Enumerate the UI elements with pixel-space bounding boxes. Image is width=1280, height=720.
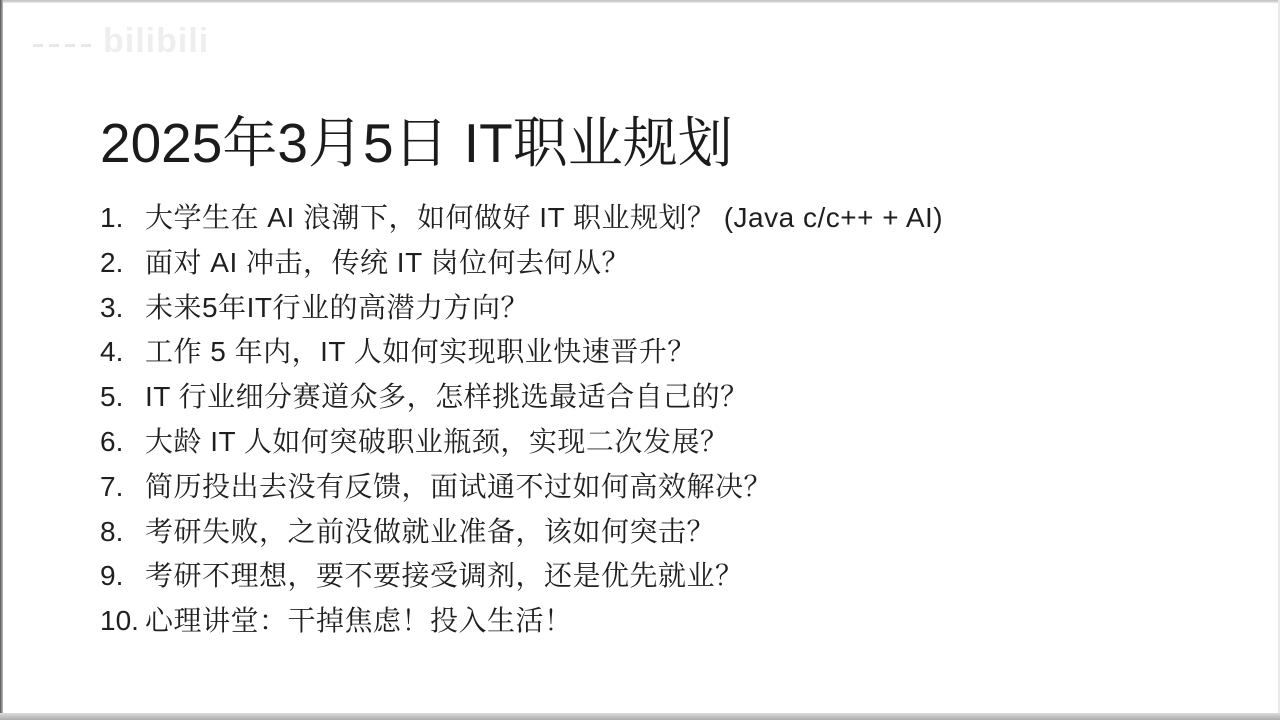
list-item: [100, 241, 1200, 286]
list-item-number: 3.: [100, 291, 124, 323]
watermark-uid-marks: [33, 44, 95, 47]
list-item-text: IT 行业细分赛道众多，怎样挑选最适合自己的？: [145, 381, 749, 413]
list-item-number: 7.: [100, 470, 124, 502]
top-edge-line: [0, 0, 1280, 3]
list-item-number: 4.: [100, 336, 124, 368]
list-item: [100, 330, 1200, 375]
list-item-text: 考研不理想，要不要接受调剂，还是优先就业？: [145, 560, 744, 592]
list-item: [100, 510, 1200, 555]
list-item-text: 大龄 IT 人如何突破职业瓶颈，实现二次发展？: [145, 425, 729, 457]
list-item: [100, 420, 1200, 465]
list-item-number: 6.: [100, 425, 124, 457]
bilibili-watermark: bilibili: [103, 22, 210, 60]
page-title: 2025年3月5日 IT职业规划: [100, 111, 733, 174]
list-item-number: 9.: [100, 560, 124, 592]
list-item: [100, 599, 1200, 644]
list-item-number: 1.: [100, 202, 124, 233]
list-item: [100, 286, 1200, 331]
list-item: [100, 196, 1200, 241]
list-item-text: 简历投出去没有反馈，面试通不过如何高效解决？: [145, 470, 773, 502]
left-edge-line: [0, 0, 3, 720]
list-item-text: 未来5年IT行业的高潜力方向？: [145, 291, 529, 323]
list-item: [100, 375, 1200, 420]
list-item: [100, 465, 1200, 510]
list-item: [100, 554, 1200, 599]
list-item-text: 面对 AI 冲击，传统 IT 岗位何去何从？: [145, 246, 630, 278]
bottom-edge-bar: [0, 713, 1280, 720]
list-item-number: 8.: [100, 515, 124, 547]
list-item-text: 考研失败，之前没做就业准备，该如何突击？: [145, 515, 716, 547]
topic-list: [100, 196, 1200, 644]
list-item-number: 2.: [100, 246, 124, 278]
list-item-text: 心理讲堂：干掉焦虑！投入生活！: [145, 605, 573, 637]
list-item-text: 大学生在 AI 浪潮下，如何做好 IT 职业规划？ (Java c/c++ + AI): [145, 202, 944, 233]
list-item-number: 10.: [100, 605, 139, 637]
list-item-text: 工作 5 年内，IT 人如何实现职业快速晋升？: [145, 336, 696, 368]
list-item-number: 5.: [100, 381, 124, 413]
